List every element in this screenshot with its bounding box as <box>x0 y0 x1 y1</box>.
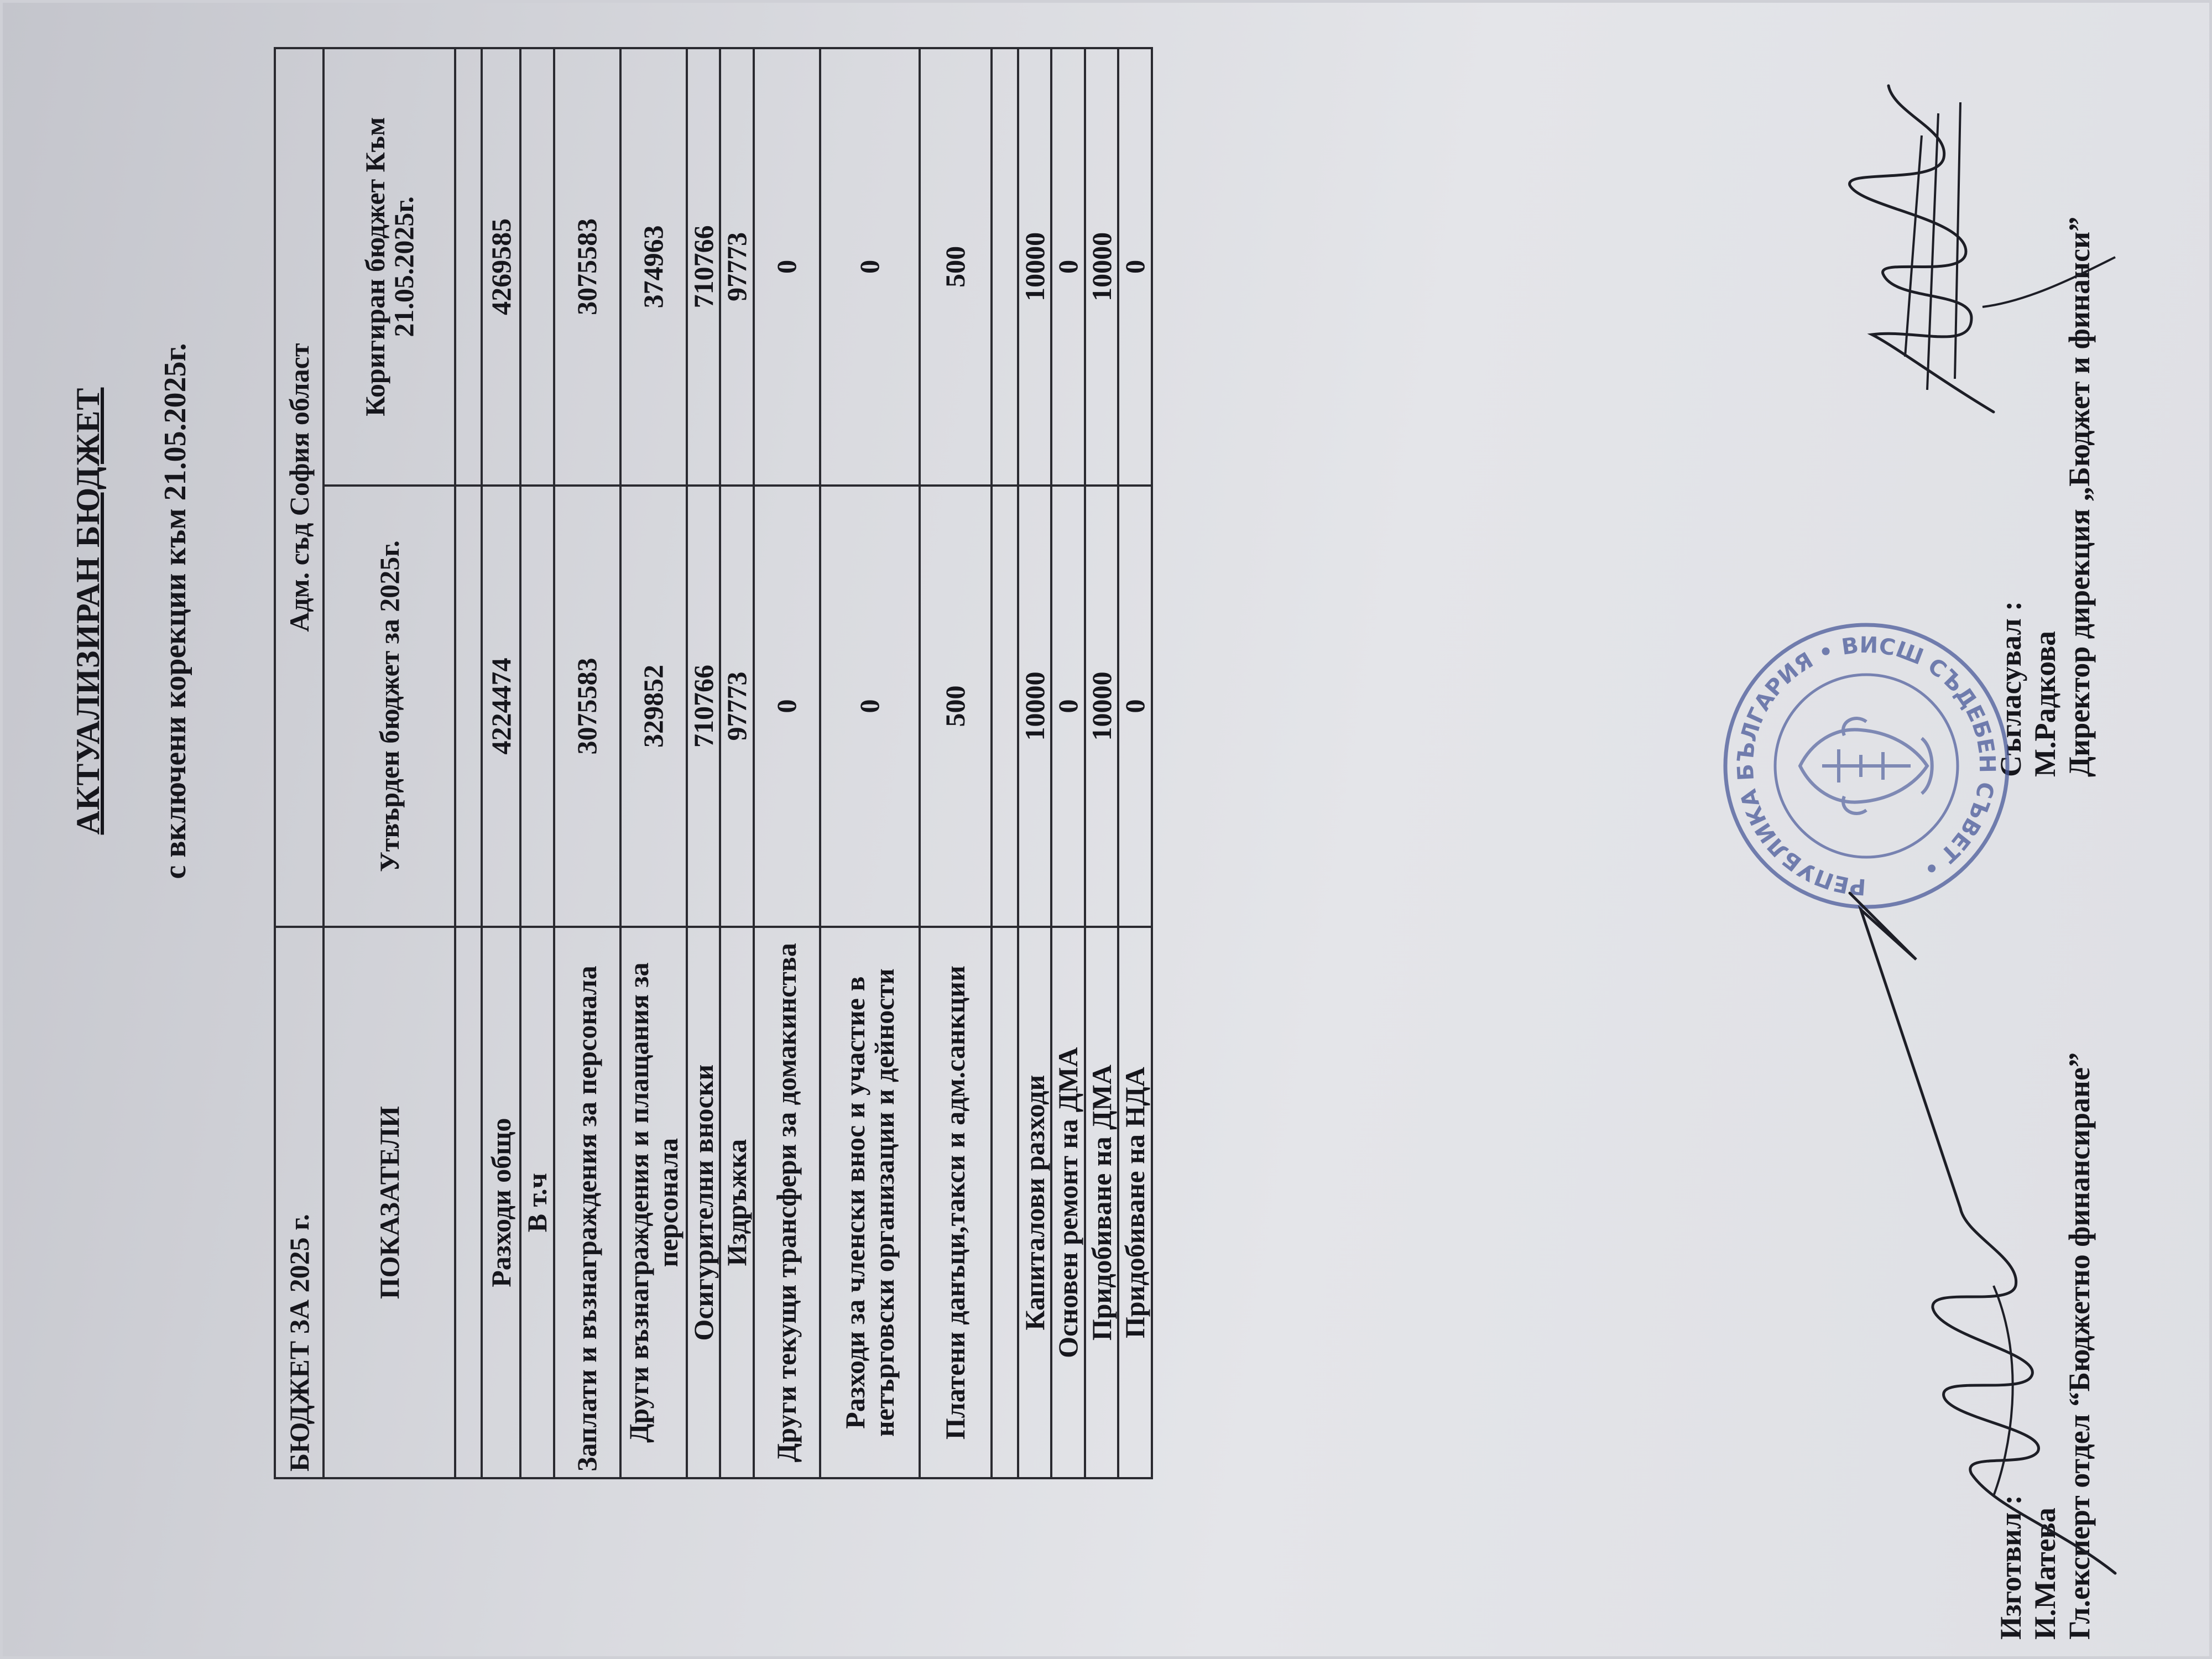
row-corrected: 0 <box>754 48 820 486</box>
table-row <box>754 48 820 1478</box>
row-approved: 10000 <box>1018 486 1052 927</box>
row-corrected: 374963 <box>620 48 687 486</box>
table-row <box>1118 48 1152 1478</box>
header-left: БЮДЖЕТ ЗА 2025 г. <box>275 927 324 1478</box>
row-approved: 0 <box>1118 486 1152 927</box>
row-label: В т.ч <box>520 927 554 1478</box>
row-corrected: 0 <box>1118 48 1152 486</box>
document-title: АКТУАЛИЗИРАН БЮДЖЕТ <box>70 387 106 835</box>
header-right: Адм. съд София област <box>275 48 324 927</box>
document-sheet <box>3 3 2209 1656</box>
row-approved: 10000 <box>1085 486 1119 927</box>
agreed-name: М.Радкова <box>2028 631 2062 777</box>
row-approved: 4224474 <box>482 486 520 927</box>
table-row <box>520 48 554 1478</box>
row-approved <box>520 486 554 927</box>
row-label: Разходи за членски внос и участие в нетърговски организации и дейности <box>820 927 920 1478</box>
agreed-label: Съгласувал : <box>1994 601 2027 777</box>
row-label: Основен ремонт на ДМА <box>1051 927 1085 1478</box>
row-label: Разходи общо <box>482 927 520 1478</box>
row-label: Осигурителни вноски <box>687 927 721 1478</box>
seal-text: РЕПУБЛИКА БЪЛГАРИЯ • ВИСШ СЪДЕБЕН СЪВЕТ • <box>1733 632 2000 900</box>
table-row <box>820 48 920 1478</box>
table-row <box>1085 48 1119 1478</box>
row-corrected: 10000 <box>1018 48 1052 486</box>
row-approved: 97773 <box>720 486 754 927</box>
row-approved: 710766 <box>687 486 721 927</box>
row-corrected: 0 <box>1051 48 1085 486</box>
document-photo <box>3 3 2209 1656</box>
row-approved: 329852 <box>620 486 687 927</box>
row-label: Заплати и възнаграждения за персонала <box>554 927 620 1478</box>
row-label: Други възнаграждения и плащания за персонала <box>620 927 687 1478</box>
coat-of-arms-icon <box>1800 718 1932 813</box>
signature-agreed <box>1828 47 2159 445</box>
table-row <box>482 48 520 1478</box>
row-corrected <box>520 48 554 486</box>
table-header-top <box>275 48 324 1478</box>
agreed-position: Директор дирекция „Бюджет и финанси” <box>2063 216 2096 777</box>
row-approved: 500 <box>920 486 992 927</box>
official-seal <box>1717 617 2016 915</box>
row-label: Издръжка <box>720 927 754 1478</box>
row-corrected: 10000 <box>1085 48 1119 486</box>
row-corrected: 3075583 <box>554 48 620 486</box>
table-row <box>554 48 620 1478</box>
prepared-position: Гл.експерт отдел “Бюджетно финансиране” <box>2063 1052 2096 1640</box>
row-corrected: 500 <box>920 48 992 486</box>
table-row <box>1018 48 1052 1478</box>
row-approved: 0 <box>1051 486 1085 927</box>
budget-table <box>274 47 1153 1479</box>
document-subtitle: с включени корекции към 21.05.2025г. <box>158 343 192 879</box>
row-label: Придобиване на ДМА <box>1085 927 1119 1478</box>
table-row <box>920 48 992 1478</box>
table-row <box>687 48 721 1478</box>
row-approved: 0 <box>754 486 820 927</box>
row-corrected: 97773 <box>720 48 754 486</box>
col-corrected: Коригиран бюджет Към 21.05.2025г. <box>324 48 455 486</box>
table-header-columns <box>324 48 455 1478</box>
row-corrected: 4269585 <box>482 48 520 486</box>
row-label: Платени данъци,такси и адм.санкции <box>920 927 992 1478</box>
row-corrected: 0 <box>820 48 920 486</box>
table-row <box>620 48 687 1478</box>
prepared-name: И.Матева <box>2028 1507 2062 1640</box>
row-label: Капиталови разходи <box>1018 927 1052 1478</box>
row-corrected: 710766 <box>687 48 721 486</box>
prepared-label: Изготвил : <box>1994 1495 2027 1640</box>
table-row <box>720 48 754 1478</box>
row-approved: 0 <box>820 486 920 927</box>
row-approved: 3075583 <box>554 486 620 927</box>
col-indicator: ПОКАЗАТЕЛИ <box>324 927 455 1478</box>
row-label: Придобиване на НДА <box>1118 927 1152 1478</box>
table-row <box>1051 48 1085 1478</box>
table-spacer <box>992 48 1018 1478</box>
row-label: Други текущи трансфери за домакинства <box>754 927 820 1478</box>
col-approved: Утвърден бюджет за 2025г. <box>324 486 455 927</box>
signature-prepared <box>1828 877 2137 1595</box>
table-spacer <box>455 48 482 1478</box>
